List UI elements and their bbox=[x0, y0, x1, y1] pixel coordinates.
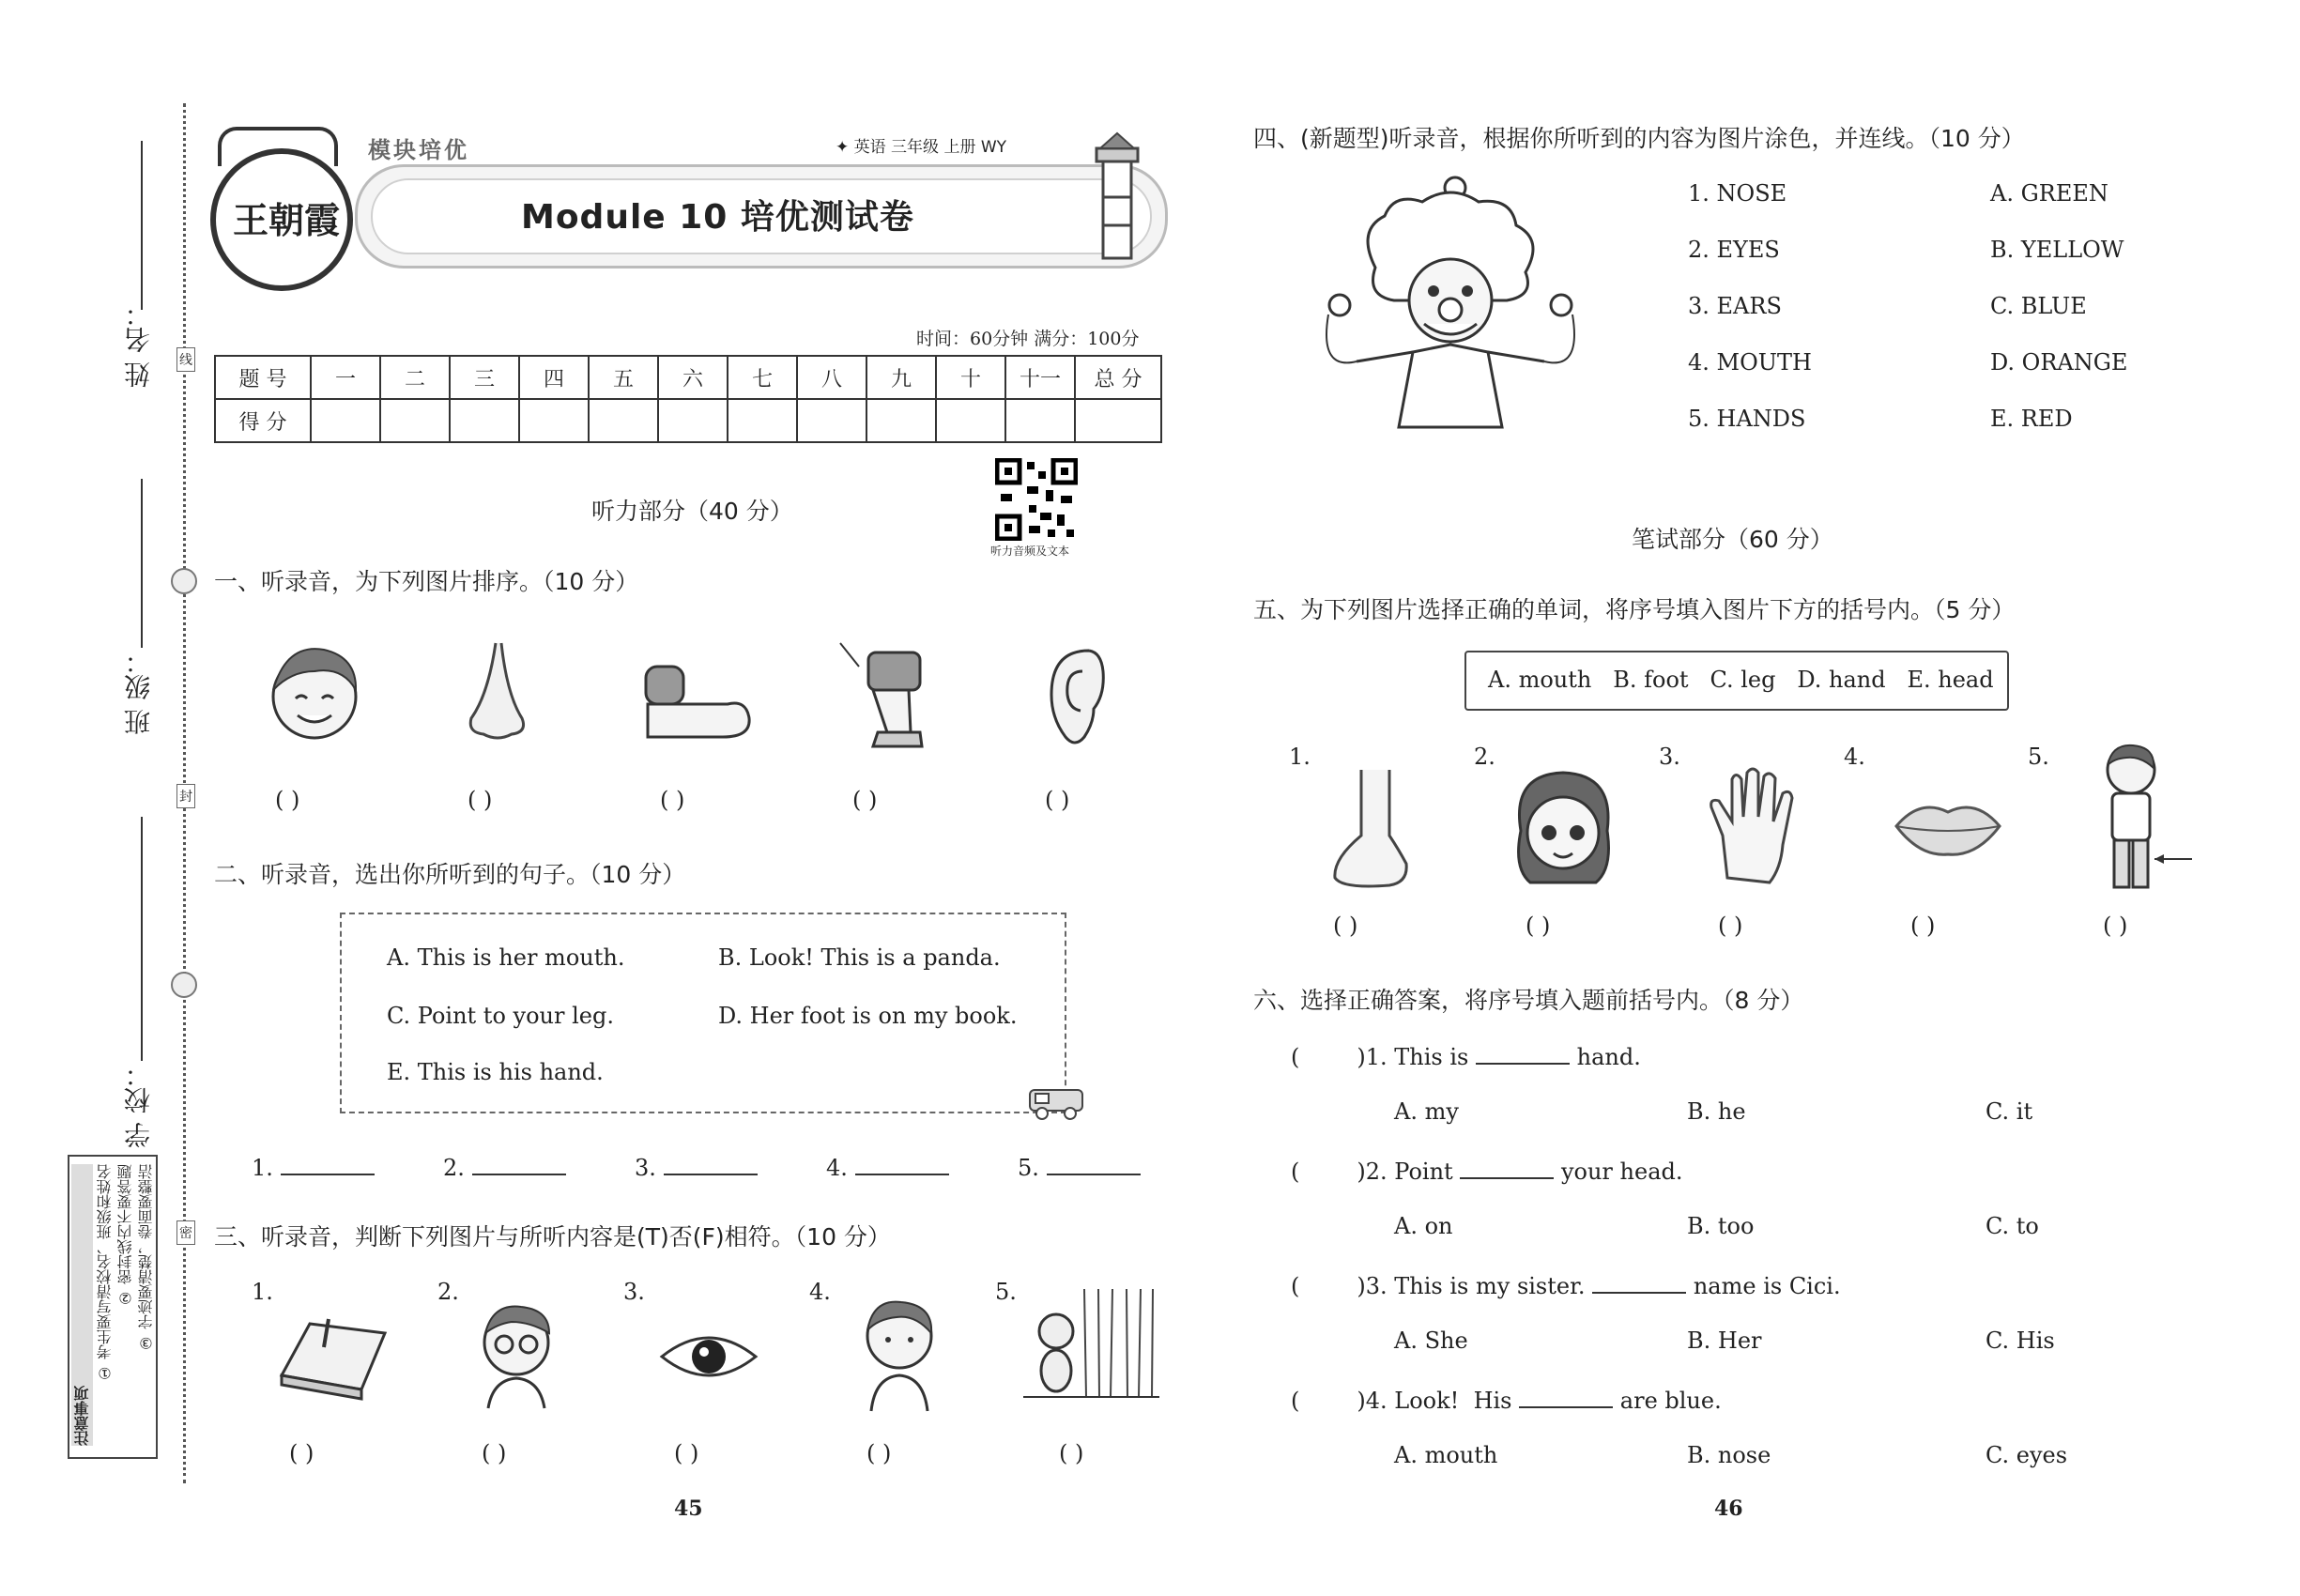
match-right-a: A. GREEN bbox=[1990, 180, 2108, 207]
item-number: 5. bbox=[995, 1279, 1017, 1305]
score-cell[interactable] bbox=[1075, 399, 1161, 442]
answer-paren[interactable]: ( ) bbox=[674, 1440, 699, 1466]
match-left-1: 1. NOSE bbox=[1688, 180, 1787, 207]
cut-mark-1: 线 bbox=[176, 347, 195, 372]
table-cell: 四 bbox=[519, 356, 589, 399]
boy-glasses-icon bbox=[474, 1296, 563, 1413]
score-cell[interactable] bbox=[658, 399, 728, 442]
logo-text: 王朝霞 bbox=[233, 199, 341, 241]
table-cell: 六 bbox=[658, 356, 728, 399]
q6-2-option-c: C. to bbox=[1986, 1213, 2039, 1239]
school-label: 学 校： bbox=[123, 1061, 154, 1148]
answer-paren[interactable]: ( ) bbox=[660, 787, 685, 813]
score-cell[interactable] bbox=[728, 399, 797, 442]
score-table bbox=[214, 355, 1162, 443]
listening-heading: 听力部分（40 分） bbox=[591, 498, 793, 525]
book-icon bbox=[272, 1310, 394, 1404]
answer-paren[interactable]: ( ) bbox=[1718, 913, 1743, 939]
school-line bbox=[141, 817, 143, 1061]
hand-icon bbox=[1704, 765, 1802, 887]
nose-icon bbox=[460, 638, 535, 746]
table-cell: 一 bbox=[311, 356, 380, 399]
score-cell[interactable] bbox=[450, 399, 519, 442]
score-cell[interactable] bbox=[519, 399, 589, 442]
time-score: 时间：60分钟 满分：100分 bbox=[916, 329, 1140, 349]
table-cell: 五 bbox=[589, 356, 658, 399]
blank-1[interactable]: 1. bbox=[252, 1151, 375, 1181]
notes-box bbox=[68, 1155, 158, 1459]
score-header-row bbox=[215, 356, 1161, 399]
class-label: 班 级： bbox=[123, 648, 154, 735]
option-d: D. Her foot is on my book. bbox=[718, 1003, 1018, 1029]
q6-title: 六、选择正确答案，将序号填入题前括号内。（8 分） bbox=[1253, 987, 1804, 1014]
answer-paren[interactable]: ( ) bbox=[1910, 913, 1936, 939]
table-cell: 总 分 bbox=[1075, 356, 1161, 399]
score-cell[interactable] bbox=[797, 399, 866, 442]
q5-title: 五、为下列图片选择正确的单词，将序号填入图片下方的括号内。（5 分） bbox=[1253, 596, 2016, 623]
match-left-3: 3. EARS bbox=[1688, 293, 1782, 319]
table-cell: 九 bbox=[866, 356, 936, 399]
q1-title: 一、听录音，为下列图片排序。（10 分） bbox=[214, 568, 639, 595]
score-row bbox=[215, 399, 1161, 442]
q4-title: 四、(新题型)听录音，根据你所听到的内容为图片涂色，并连线。（10 分） bbox=[1253, 125, 2025, 152]
item-number: 4. bbox=[809, 1279, 831, 1305]
answer-paren[interactable]: ( ) bbox=[852, 787, 878, 813]
q6-4-option-b: B. nose bbox=[1687, 1442, 1771, 1468]
score-cell[interactable] bbox=[866, 399, 936, 442]
item-number: 3. bbox=[1659, 744, 1680, 770]
item-number: 1. bbox=[252, 1279, 273, 1305]
name-line bbox=[141, 141, 143, 310]
score-cell[interactable] bbox=[311, 399, 380, 442]
item-number: 1. bbox=[1289, 744, 1311, 770]
note-2: ② 密封线内不要答题 bbox=[116, 1164, 134, 1308]
binding-hole-icon bbox=[171, 972, 197, 998]
q6-3-option-c: C. His bbox=[1986, 1327, 2055, 1354]
writing-heading: 笔试部分（60 分） bbox=[1632, 526, 1833, 553]
table-cell: 八 bbox=[797, 356, 866, 399]
answer-paren[interactable]: ( ) bbox=[866, 1440, 892, 1466]
page-number-right: 46 bbox=[1714, 1496, 1743, 1521]
answer-paren[interactable]: ( ) bbox=[468, 787, 493, 813]
lighthouse-icon bbox=[1080, 131, 1155, 263]
score-cell[interactable] bbox=[1005, 399, 1075, 442]
blank-2[interactable]: 2. bbox=[443, 1151, 566, 1181]
q3-title: 三、听录音，判断下列图片与所听内容是(T)否(F)相符。（10 分） bbox=[214, 1223, 891, 1251]
item-number: 5. bbox=[2028, 744, 2049, 770]
option-b: B. Look! This is a panda. bbox=[718, 944, 1001, 971]
cut-mark-3: 密 bbox=[176, 1220, 195, 1245]
match-right-d: D. ORANGE bbox=[1990, 349, 2128, 376]
binding-hole-icon bbox=[171, 568, 197, 594]
item-number: 2. bbox=[1474, 744, 1495, 770]
q6-1-option-a: A. my bbox=[1394, 1098, 1459, 1125]
blank-5[interactable]: 5. bbox=[1018, 1151, 1141, 1181]
boy-icon bbox=[854, 1291, 948, 1413]
answer-paren[interactable]: ( ) bbox=[275, 787, 300, 813]
option-c: C. Point to your leg. bbox=[387, 1003, 614, 1029]
score-cell[interactable] bbox=[936, 399, 1005, 442]
note-3: ③ 字迹要清楚，卷面要整洁 bbox=[137, 1164, 155, 1353]
table-cell: 十 bbox=[936, 356, 1005, 399]
q6-1-option-c: C. it bbox=[1986, 1098, 2033, 1125]
answer-paren[interactable]: ( ) bbox=[289, 1440, 314, 1466]
score-cell[interactable] bbox=[589, 399, 658, 442]
table-cell: 三 bbox=[450, 356, 519, 399]
clown-icon bbox=[1319, 174, 1582, 432]
score-cell[interactable] bbox=[380, 399, 450, 442]
series-label: 模块培优 bbox=[368, 137, 469, 163]
lips-icon bbox=[1892, 793, 2004, 859]
qr-caption: 听力音频及文本 bbox=[990, 545, 1070, 558]
ear-icon bbox=[1037, 643, 1112, 751]
question-4[interactable]: ( )4. Look! His are blue. bbox=[1291, 1384, 1722, 1414]
q6-1-option-b: B. he bbox=[1687, 1098, 1746, 1125]
name-label: 姓 名： bbox=[123, 300, 154, 388]
item-number: 2. bbox=[437, 1279, 459, 1305]
face-icon bbox=[258, 638, 371, 746]
question-1[interactable]: ( )1. This is hand. bbox=[1291, 1040, 1641, 1070]
book-meta: ✦ 英语 三年级 上册 WY bbox=[836, 138, 1007, 157]
match-left-4: 4. MOUTH bbox=[1688, 349, 1812, 376]
table-cell: 得 分 bbox=[215, 399, 311, 442]
leg-icon bbox=[836, 638, 948, 756]
girl-head-icon bbox=[1502, 765, 1624, 887]
arm-icon bbox=[638, 648, 760, 751]
item-number: 3. bbox=[623, 1279, 645, 1305]
match-left-5: 5. HANDS bbox=[1688, 406, 1806, 432]
notes-title: 注意事项 bbox=[71, 1164, 93, 1446]
match-right-b: B. YELLOW bbox=[1990, 237, 2124, 263]
q6-3-option-a: A. She bbox=[1394, 1327, 1468, 1354]
match-right-e: E. RED bbox=[1990, 406, 2073, 432]
answer-paren[interactable]: ( ) bbox=[482, 1440, 507, 1466]
question-2[interactable]: ( )2. Point your head. bbox=[1291, 1155, 1683, 1185]
option-e: E. This is his hand. bbox=[387, 1059, 604, 1085]
option-a: A. This is her mouth. bbox=[387, 944, 625, 971]
table-cell: 二 bbox=[380, 356, 450, 399]
question-3[interactable]: ( )3. This is my sister. name is Cici. bbox=[1291, 1269, 1841, 1299]
table-cell: 七 bbox=[728, 356, 797, 399]
foot-icon bbox=[1324, 765, 1418, 892]
monkey-icon bbox=[1019, 1284, 1159, 1402]
boy-standing-icon bbox=[2093, 742, 2197, 897]
answer-paren[interactable]: ( ) bbox=[1059, 1440, 1084, 1466]
q6-2-option-b: B. too bbox=[1687, 1213, 1755, 1239]
page-number-left: 45 bbox=[674, 1496, 703, 1521]
q6-4-option-a: A. mouth bbox=[1394, 1442, 1498, 1468]
page-title: Module 10 培优测试卷 bbox=[521, 198, 914, 237]
blank-4[interactable]: 4. bbox=[826, 1151, 949, 1181]
q2-title: 二、听录音，选出你所听到的句子。（10 分） bbox=[214, 861, 686, 888]
answer-paren[interactable]: ( ) bbox=[1333, 913, 1358, 939]
note-1: ① 考生要写清校名、班级和姓名 bbox=[96, 1164, 114, 1383]
answer-paren[interactable]: ( ) bbox=[2103, 913, 2128, 939]
q6-2-option-a: A. on bbox=[1394, 1213, 1453, 1239]
table-cell: 十一 bbox=[1005, 356, 1075, 399]
blank-3[interactable]: 3. bbox=[635, 1151, 758, 1181]
class-line bbox=[141, 479, 143, 648]
answer-paren[interactable]: ( ) bbox=[1526, 913, 1551, 939]
word-bank: A. mouth B. foot C. leg D. hand E. head bbox=[1488, 667, 1994, 693]
cut-mark-2: 封 bbox=[176, 784, 195, 808]
item-number: 4. bbox=[1844, 744, 1865, 770]
match-left-2: 2. EYES bbox=[1688, 237, 1780, 263]
car-icon bbox=[1028, 1084, 1086, 1122]
table-cell: 题 号 bbox=[215, 356, 311, 399]
q6-3-option-b: B. Her bbox=[1687, 1327, 1762, 1354]
q6-4-option-c: C. eyes bbox=[1986, 1442, 2068, 1468]
match-right-c: C. BLUE bbox=[1990, 293, 2087, 319]
answer-paren[interactable]: ( ) bbox=[1045, 787, 1070, 813]
qr-code-icon[interactable] bbox=[995, 458, 1078, 541]
eye-icon bbox=[657, 1324, 760, 1389]
publisher-logo bbox=[210, 148, 353, 291]
